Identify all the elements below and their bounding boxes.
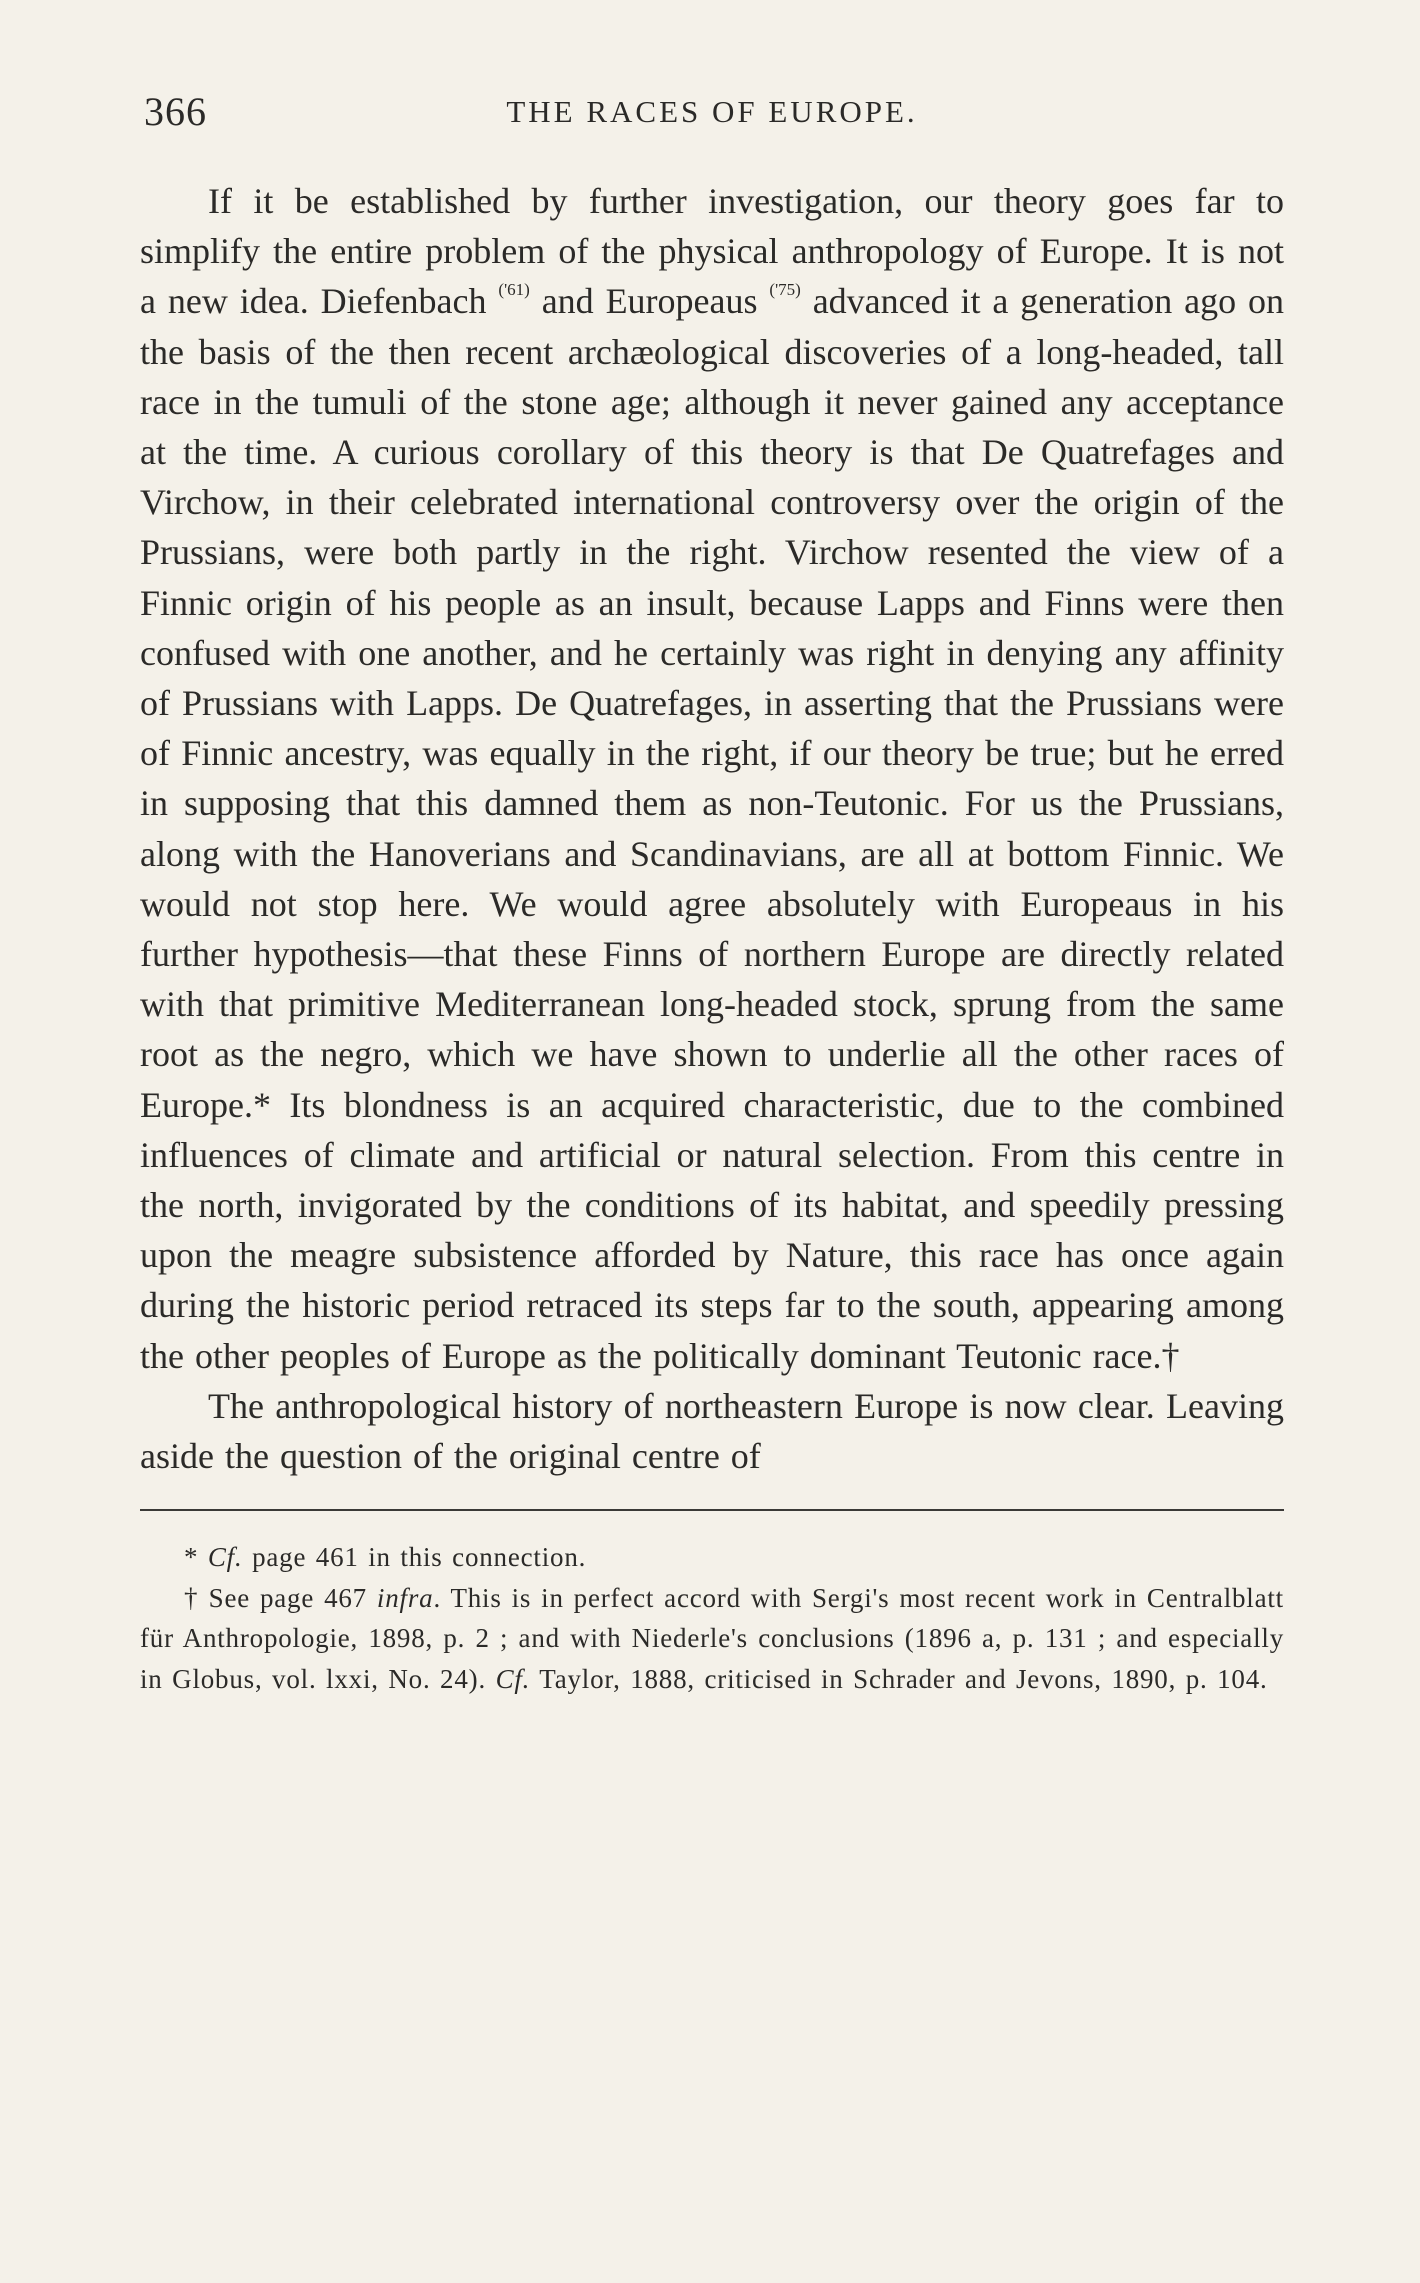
paragraph-1-text-d: Its blondness is an acquired characteristic, due to the combined influences of climate and artificial or natural selection. From this centre in the north, invigorated by the conditions of its habitat, and speedily pressing upon the meagre subsistence afforded by Nature, this race has once again during the historic period retraced its steps far to the south, appearing among the other peoples of Europe as the politically dominant Teutonic race. [140,1084,1284,1376]
footnote-2 [140,1578,1284,1700]
footnote-mark-dagger: † [1161,1335,1180,1376]
body-text [140,176,1284,1481]
paragraph-2: The anthropological history of northeastern Europe is now clear. Leaving aside the question of the original centre of [140,1385,1284,1477]
book-page [140,88,1284,1699]
paragraph-1-text-a: If it be established by further investigation, our theory goes far to simplify the entire problem of the physical anthropology of Europe. It is not a new idea. Diefenbach [140,181,1284,322]
footnote-2-infra: infra [376,1582,434,1613]
footnote-1-text: page 461 in this connection. [242,1542,587,1573]
paragraph-1-text-c: advanced it a generation ago on the basis of the then recent archæological discoveries of a long-headed, tall race in the tumuli of the stone age; although it never gained any acceptance at the time. A curious corollary of this theory is that De Quatrefages and Virchow, in their celebrated international controversy over the origin of the Prussians, were both partly in the right. Virchow resented the view of a Finnic origin of his people as an insult, because Lapps and Finns were then confused with one another, and he certainly was right in denying any affinity of Prussians with Lapps. De Quatrefages, in asserting that the Prussians were of Finnic ancestry, was equally in the right, if our theory be true; but he erred in supposing that this damned them as non-Teutonic. For us the Prussians, along with the Hanoverians and Scandinavians, are all at bottom Finnic. We would not stop here. We would agree absolutely with Europeaus in his further hypothesis—that these Finns of northern Europe are directly related with that primitive Mediterranean long-headed stock, sprung from the same root as the negro, which we have shown to underlie all the other races of Europe. [140,281,1284,1125]
footnote-1-mark: * [184,1542,208,1573]
footnote-1-cf: Cf. [207,1542,243,1573]
footnote-mark-asterisk: * [252,1084,271,1125]
page-number: 366 [144,89,207,134]
footnotes [140,1537,1284,1699]
citation-diefenbach: ('61) [498,280,530,300]
running-head [140,88,1284,148]
paragraph-1-text-b: and Europeaus [529,281,770,322]
citation-europeaus: ('75) [769,280,801,300]
running-title: THE RACES OF EUROPE. [506,94,918,129]
footnote-divider [140,1509,1284,1511]
footnote-2-text-a: See page 467 [208,1582,377,1613]
footnote-2-text-b: . This is in perfect accord with Sergi's most recent work in Centralblatt für Anthropologie, 1898, p. 2 ; and with Niederle's conclusions (1896 a, p. 131 ; and especially in Globus, vol. lxxi, No. 24). [140,1582,1284,1694]
footnote-2-mark: † [184,1582,209,1613]
paragraph-1 [140,176,1284,1381]
footnote-2-text-c: Taylor, 1888, criticised in Schrader and Jevons, 1890, p. 104. [530,1663,1268,1694]
footnote-2-cf: Cf. [495,1663,531,1694]
footnote-1 [140,1537,1284,1578]
